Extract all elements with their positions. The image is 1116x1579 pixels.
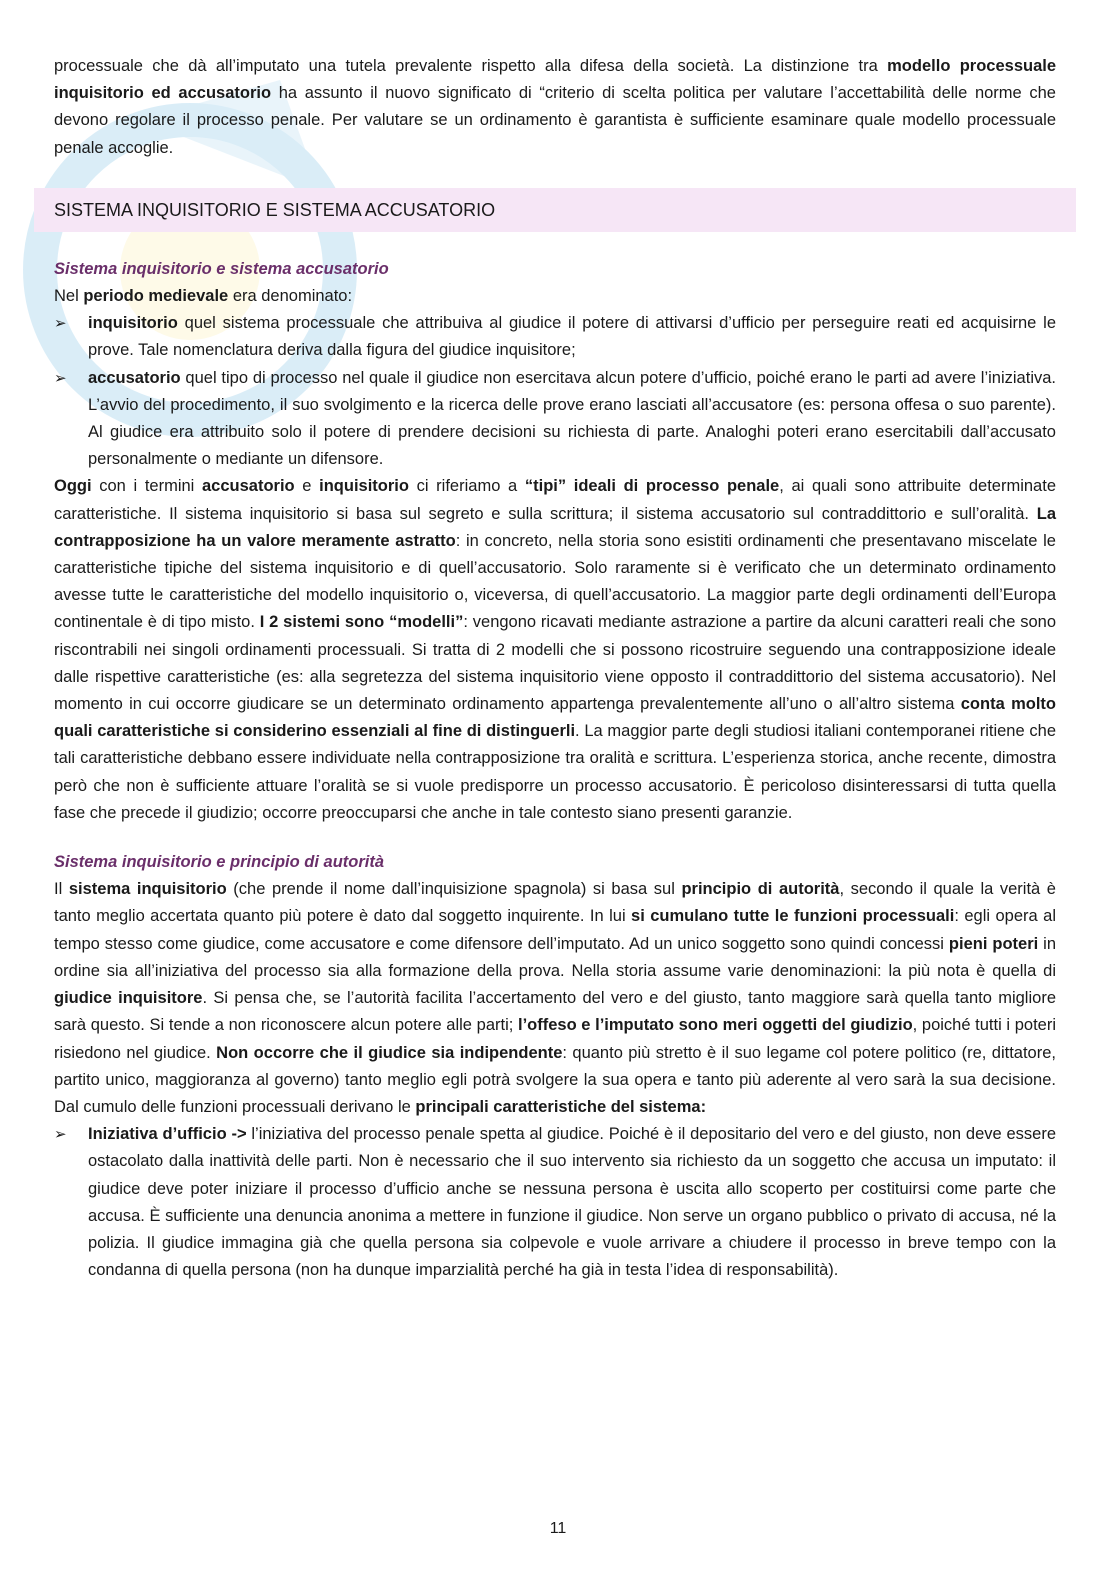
autorita-paragraph: Il sistema inquisitorio (che prende il nome dall’inquisizione spagnola) si basa sul principio di autorità, secondo il quale la verità è tanto meglio accertata quanto più potere è dato dal soggetto inquirente. In lui si cumulano tutte le funzioni processuali: egli opera al tempo stesso come giudice, come accusatore e come difensore dell’imputato. Ad un unico soggetto sono quindi concessi pieni poteri in ordine sia all’iniziativa del processo sia alla formazione della prova. Nella storia assume varie denominazioni: la più nota è quella di giudice inquisitore. Si pensa che, se l’autorità facilita l’accertamento del vero e del giusto, tanto maggiore sarà quella tanto migliore sarà questo. Si tende a non riconoscere alcun potere alle parti; l’offeso e l’imputato sono meri oggetti del giudizio, poiché tutti i poteri risiedono nel giudice. Non occorre che il giudice sia indipendente: quanto più stretto è il suo legame col potere politico (re, dittatore, partito unico, maggioranza al governo) tanto meglio egli potrà svolgere la sua opera e tanto più aderente al vero sarà la sua decisione. Dal cumulo delle funzioni processuali derivano le principali caratteristiche del sistema: [54,880,1057,1116]
page-number: 11 [549,1520,567,1537]
arrow-bullet-icon: ➢ [54,1126,67,1144]
subheading-principio-autorita: Sistema inquisitorio e principio di autorità [54,853,385,872]
intro-paragraph: processuale che dà all’imputato una tutela prevalente rispetto alla difesa della società. La distinzione tra modello processuale inquisitorio ed accusatorio ha assunto il nuovo significato di “criterio di scelta politica per valutare l’accettabilità delle norme che devono regolare il processo penale. Per valutare se un ordinamento è garantista è sufficiente esaminare quale modello processuale penale accoglie. [54,57,1057,157]
subheading-inquisitorio-accusatorio: Sistema inquisitorio e sistema accusatorio [54,259,389,278]
document-page [54,53,1056,1284]
medieval-definitions-list [54,310,1056,473]
oggi-paragraph: Oggi con i termini accusatorio e inquisitorio ci riferiamo a “tipi” ideali di processo penale, ai quali sono attribuite determinate caratteristiche. Il sistema inquisitorio si basa sul segreto e sulla scrittura; il sistema accusatorio sul contraddittorio e sull’oralità. La contrapposizione ha un valore meramente astratto: in concreto, nella storia sono esistiti ordinamenti che presentavano miscelate le caratteristiche tipiche del sistema inquisitorio e di quell’accusatorio. Solo raramente si è verificato che un determinato ordinamento avesse tutte le caratteristiche del modello inquisitorio o, viceversa, di quell’accusatorio. La maggior parte degli ordinamenti dell’Europa continentale è di tipo misto. I 2 sistemi sono “modelli”: vengono ricavati mediante astrazione a partire da alcuni caratteri reali che sono riscontrabili nei singoli ordinamenti processuali. Si tratta di 2 modelli che si possono ricostruire seguendo una contrapposizione ideale dalle rispettive caratteristiche (es: alla segretezza del sistema inquisitorio viene opposto il contraddittorio del sistema accusatorio). Nel momento in cui occorre giudicare se un determinato ordinamento appartenga prevalentemente all’uno o all’altro sistema conta molto quali caratteristiche si considerino essenziali al fine di distinguerli. La maggior parte degli studiosi italiani contemporanei ritiene che tali caratteristiche debbano essere individuate nella contrapposizione tra oralità e scrittura. L’esperienza storica, anche recente, dimostra però che non è sufficiente attuare l’oralità se si vuole predisporre un processo accusatorio. È pericoloso disinteressarsi di tutta quella fase che precede il giudizio; occorre preoccuparsi che anche in tale contesto siano presenti garanzie. [54,477,1056,822]
list-item: ➢ inquisitorio quel sistema processuale che attribuiva al giudice il potere di attivarsi d’ufficio per perseguire reati ed acquisirne le prove. Tale nomenclatura deriva dalla figura del giudice inquisitore; [54,310,1056,364]
section-heading: SISTEMA INQUISITORIO E SISTEMA ACCUSATORIO [34,188,1076,232]
characteristics-list [54,1121,1056,1284]
arrow-bullet-icon: ➢ [54,315,67,333]
lead-paragraph: Nel periodo medievale era denominato: [54,287,353,306]
arrow-bullet-icon: ➢ [54,369,67,387]
list-item: ➢ accusatorio quel tipo di processo nel quale il giudice non esercitava alcun potere d’ufficio, poiché erano le parti ad avere l’iniziativa. L’avvio del procedimento, il suo svolgimento e la ricerca delle prove erano lasciati all’accusatore (es: persona offesa o suo parente). Al giudice era attribuito solo il potere di prendere decisioni su richiesta di parte. Analoghi poteri erano esercitabili dall’accusato personalmente o mediante un difensore. [54,365,1056,474]
list-item: ➢ Iniziativa d’ufficio -> l’iniziativa del processo penale spetta al giudice. Poiché è il depositario del vero e del giusto, non deve essere ostacolato dalla inattività delle parti. Non è necessario che il suo intervento sia richiesto da un soggetto che accusa un imputato: il giudice deve poter iniziare il processo d’ufficio anche se nessuna persona è uscita allo scoperto per costituirsi come parte che accusa. È sufficiente una denuncia anonima a mettere in funzione il giudice. Non serve un organo pubblico o privato di accusa, né la polizia. Il giudice immagina già che quella persona sia colpevole e vuole arrivare a chiudere il processo in breve tempo con la condanna di quella persona (non ha dunque imparzialità perché ha già in testa l’idea di responsabilità). [54,1121,1056,1284]
